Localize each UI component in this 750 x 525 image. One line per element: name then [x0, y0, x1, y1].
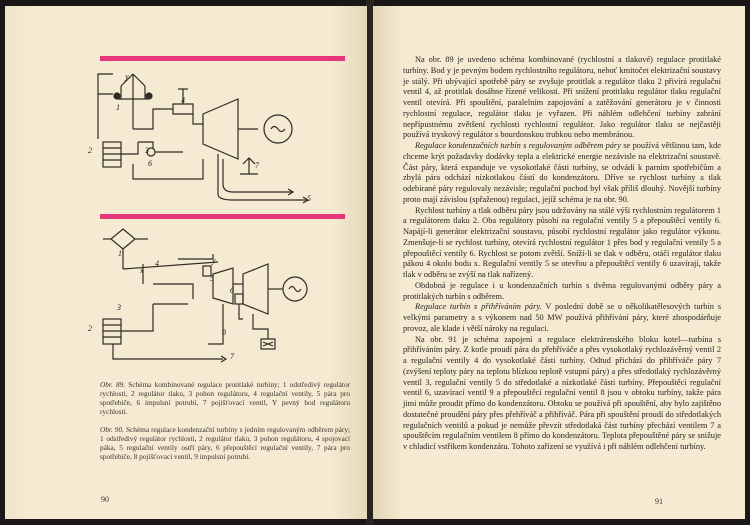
- figure-89-diagram: [93, 64, 353, 214]
- fig89-label-3: 3: [145, 146, 149, 155]
- paragraph-1: Na obr. 89 je uvedeno schéma kombinované (rychlostní a tlakové) regulace protitlaké turbíny. Bod y je pevným bodem rychlostního regulátoru, neboť kmitočet elektrizační soustavy je stálý. Při ubývající spotřebě páry se zvyšuje protitlak a regulátor tlaku 2 přivírá regulační ventil 4, až protitlak dosáhne řízené velikosti. Při snížení protitlaku regulátor tlaku regulační ventil otevírá. Při spouštění, paralelním zapojování a zatěžování generátoru je v činnosti rychlostní regulace, regulátor tlaku je vyřazen. Při náhlém odlehčení turbíny zabrání nepřípustnému zvětšení rychlosti rychlostní regulátor. Jako regulátor tlaku se nejčastěji používá tryskový regulátor s bourdonskou trubkou nebo membránou.: [403, 55, 721, 140]
- paragraph-3: Rychlost turbíny a tlak odběru páry jsou udržovány na stálé výši rychlostním regulátorem 1 a regulátorem tlaku 2. Oba regulátory působí na regulační ventily 5 a přepouštěcí ventily 6. Napájí-li generátor elektrizační soustavu, působí rychlostní regulátor jako regulátor výkonu. Zmenšuje-li se rychlost turbíny, otevírá rychlostní regulátor 1 přes bod y regulační ventily 5 a přepouštěcí ventily 6. Rychlost se potom zvětší. Sníží-li se tlak v odběru, otáčí regulátor tlaku pákou 4 okolo bodu x. Regulační ventily 5 se otevřou a přepouštěcí ventily 6 uzavírají, takže tlak v odběru se zvýší na tlak nařízený.: [403, 205, 721, 279]
- paragraph-2: [403, 141, 721, 206]
- paragraph-5-lead: Regulace turbín s přihříváním páry.: [415, 302, 542, 312]
- fig89-label-1: 1: [116, 103, 120, 112]
- figure-89-caption: [100, 380, 350, 416]
- paragraph-2-text: se používá většinou tam, kde chceme krýt požadavky dodávky tepla a elektrické energie nezávisle na elektrizační soustavě. Část páry, která expanduje ve vysokotlaké části turbíny, se odvádí k parním spotřebičům a zbylá pára odchází nízkotlakou částí do kondenzátoru. Dříve se rychlost turbíny a tlak odebírané páry regulovaly nezávisle; regulační pochod byl však příliš dlouhý. Novější turbíny proto mají závislou (spřaženou) regulaci, jejíž schéma je na obr. 90.: [403, 141, 721, 204]
- figure-90-caption-text: Schéma regulace kondenzační turbíny s jedním regulovaným odběrem páry; 1 odstředivý regulátor rychlosti, 2 regulátor tlaku, 3 pohon regulátoru, 4 spojovací páka, 5 regulační ventily ostří páry, 6 přepouštěcí regulační ventily, 7 pára pro spotřebiče, 8 pojišťovací ventil, 9 impulsní potrubí.: [100, 425, 351, 461]
- fig90-label-7: 7: [230, 352, 234, 361]
- paragraph-2-lead: Regulace kondenzačních turbín s regulovaným odběrem páry: [415, 141, 621, 150]
- body-text: [403, 55, 721, 453]
- fig90-label-1: 1: [118, 249, 122, 258]
- right-page-number: 91: [655, 497, 663, 506]
- figure-90-diagram: [93, 224, 353, 369]
- fig89-label-4: 4: [181, 96, 185, 105]
- figure-90-accent-bar: [100, 214, 345, 219]
- figure-90-caption-lead: Obr. 90.: [100, 425, 124, 434]
- fig89-label-y: y: [125, 72, 129, 81]
- figure-89-caption-text: Schéma kombinované regulace protitlaké turbíny; 1 odstředivý regulátor rychlosti, 2 regulátor tlaku, 3 pohon regulátoru, 4 regulační ventily, 5 pára pro spotřebiče, 6 impulsní potrubí, 7 pojišťovací ventil, Y pevný bod regulátoru rychlosti.: [100, 380, 351, 416]
- fig90-label-8: 8: [222, 328, 226, 337]
- fig90-label-x: x: [140, 266, 144, 275]
- paragraph-5: [403, 302, 721, 334]
- figure-89-accent-bar: [100, 56, 345, 61]
- right-page: [373, 6, 745, 519]
- paragraph-4: Obdobná je regulace i u kondenzačních turbín s dvěma regulovanými odběry páry a protitlakých turbín s odběrem.: [403, 280, 721, 301]
- paragraph-5-text: V poslední době se u několikatělesových turbín s velkými parametry a s výkonem nad 50 MW používá přihřívání páry, které zhospodárňuje provoz, ale klade i větší nároky na regulaci.: [403, 302, 721, 333]
- fig90-label-4: 4: [155, 259, 159, 268]
- paragraph-6: Na obr. 91 je schéma zapojení a regulace elektrárenského bloku kotel—turbína s přihříváním páry. Z kotle proudí pára do přehříváče a přes vysokotlaký rychlozávěrný ventil 2 a regulační ventily 4 do vysokotlaké části turbíny. Odtud přichází do přihříváče páry 7 (zvýšení teploty páry na teplotu blízkou teplotě vstupní páry) a přes středotlaký rychlozávěrný ventil 3, regulační ventily 5 do středotlaké a nízkotlaké části turbíny. Přepouštěcí regulační ventil 6, uzavírací ventil 9 a přepouštěcí regulační ventil 8 jsou v obtoku turbíny, takže pára jimi může proudit přímo do kondenzátoru. Obtoku se používá při spouštění, aby bylo zajištěno dostatečné proudění páry přes přehříváč a přihříváč. Pára při spouštění proudí do středotlakých regulačních ventilů a pokud je nemůže převzít středotlaká část turbíny přechází ventilem 7 a spouštěcím regulačním ventilem 8 přímo do kondenzátoru. Teplota přepouštěné páry se snižuje v chladicí vstřikem kondenzátu. Tohoto zařízení se využívá i při náhlém odlehčení turbíny.: [403, 334, 721, 451]
- fig90-label-3: 3: [117, 303, 121, 312]
- fig90-label-2: 2: [88, 324, 92, 333]
- figure-89-caption-lead: Obr. 89.: [100, 380, 126, 389]
- fig90-label-5: 5: [210, 274, 214, 283]
- fig89-label-7: 7: [255, 161, 259, 170]
- fig90-label-y: y: [212, 256, 216, 265]
- fig89-label-6: 6: [148, 159, 152, 168]
- figure-90-caption: [100, 425, 350, 461]
- fig89-label-5: 5: [307, 194, 311, 203]
- left-page-number: 90: [101, 495, 109, 504]
- fig89-label-2: 2: [88, 146, 92, 155]
- fig90-label-6: 6: [230, 286, 234, 295]
- left-page: [5, 6, 367, 519]
